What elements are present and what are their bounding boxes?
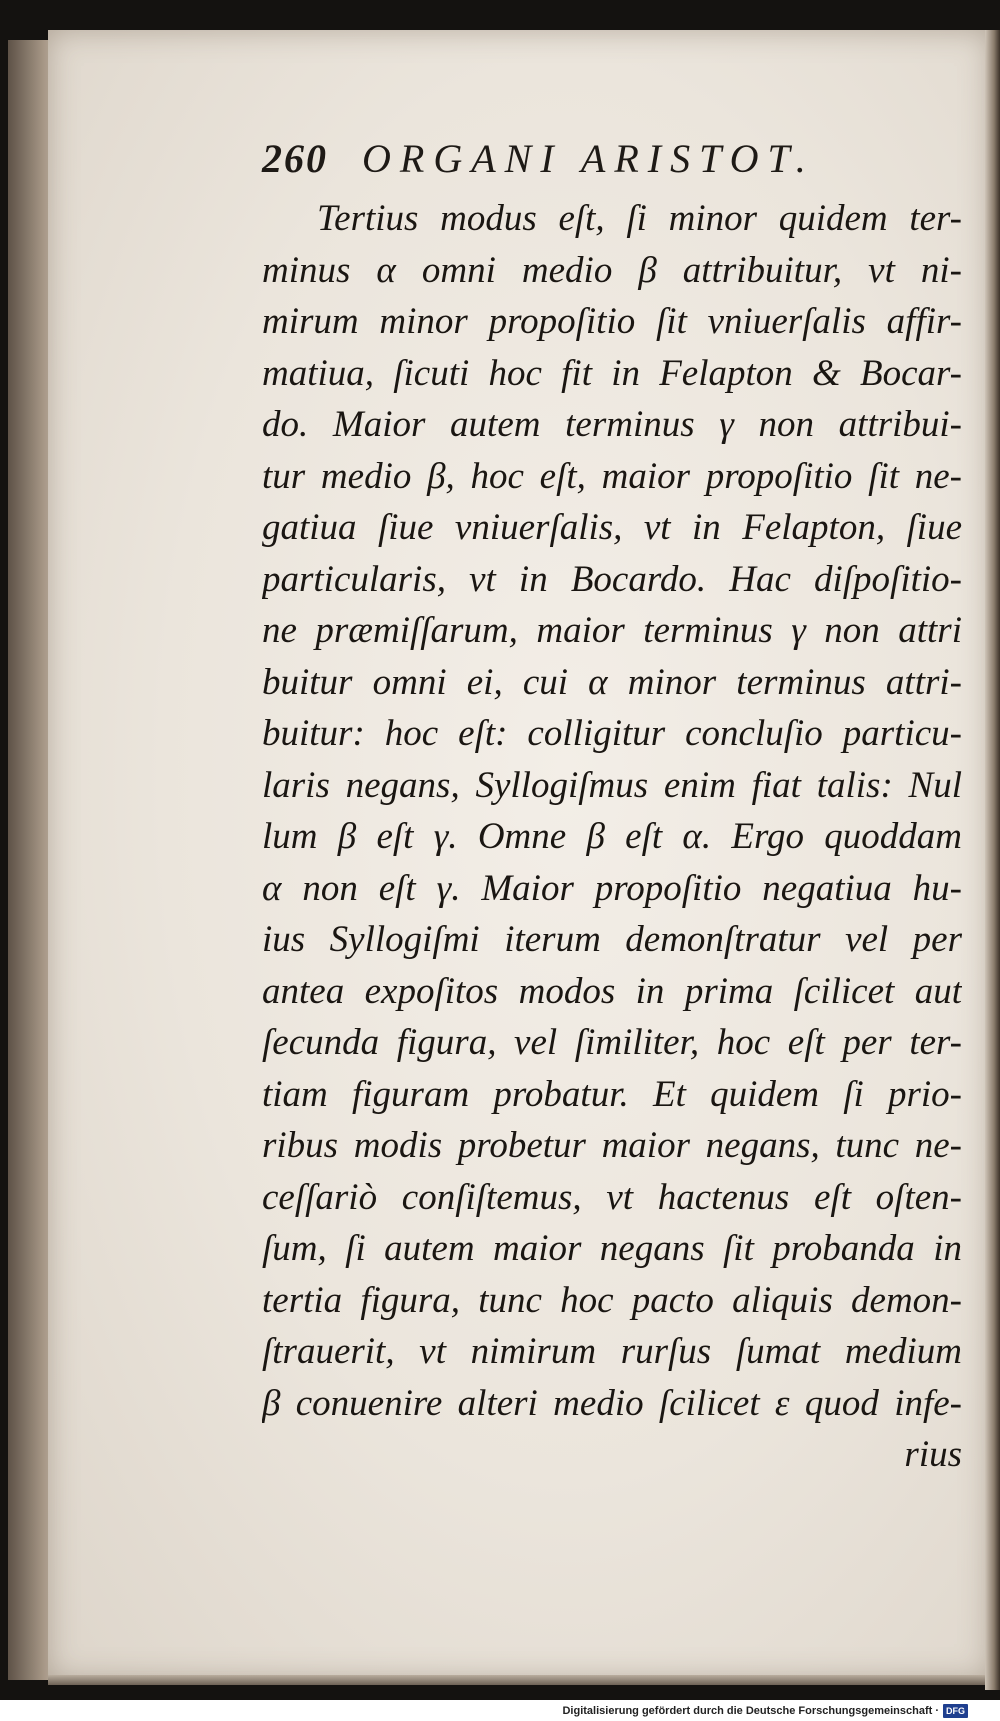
text-line: buitur: hoc eſt: colligitur concluſio particu-	[262, 713, 962, 754]
text-block	[262, 193, 962, 1481]
text-line: gatiua ſiue vniuerſalis, vt in Felapton, ſiue	[262, 507, 962, 548]
running-head	[262, 135, 962, 185]
text-line: ribus modis probetur maior negans, tunc ne-	[262, 1125, 962, 1166]
running-head-title: ORGANI ARISTOT.	[362, 136, 815, 181]
text-line: laris negans, Syllogiſmus enim fiat talis: Nul	[262, 764, 962, 806]
text-line: α non eſt γ. Maior propoſitio negatiua hu-	[262, 867, 962, 909]
page-fore-edge	[985, 30, 1000, 1690]
text-line: matiua, ſicuti hoc fit in Felapton & Bocar-	[262, 352, 962, 394]
text-line: lum β eſt γ. Omne β eſt α. Ergo quoddam	[262, 816, 962, 857]
text-line: antea expoſitos modos in prima ſcilicet aut	[262, 970, 962, 1012]
text-line: ſecunda figura, vel ſimiliter, hoc eſt per ter-	[262, 1022, 962, 1063]
page-bottom-edge	[48, 1675, 990, 1685]
text-line: tur medio β, hoc eſt, maior propoſitio ſit ne-	[262, 455, 962, 497]
dfg-logo: DFG	[943, 1704, 968, 1718]
text-line: β conuenire alteri medio ſcilicet ε quod infe-	[262, 1382, 962, 1424]
credit-text: Digitalisierung gefördert durch die Deutsche Forschungsgemeinschaft ·	[562, 1705, 939, 1717]
text-line: mirum minor propoſitio ſit vniuerſalis affir-	[262, 301, 962, 342]
text-line: Tertius modus eſt, ſi minor quidem ter-	[317, 198, 962, 239]
text-line: minus α omni medio β attribuitur, vt ni-	[262, 249, 962, 291]
text-line: particularis, vt in Bocardo. Hac diſpoſitio-	[262, 558, 962, 600]
text-line: ſtrauerit, vt nimirum rurſus ſumat medium	[262, 1331, 962, 1372]
text-line: ſum, ſi autem maior negans ſit probanda in	[262, 1228, 962, 1269]
text-line: ne præmiſſarum, maior terminus γ non attri	[262, 610, 962, 651]
text-line: do. Maior autem terminus γ non attribui-	[262, 404, 962, 445]
text-line: ius Syllogiſmi iterum demonſtratur vel per	[262, 919, 962, 960]
text-line: tiam figuram probatur. Et quidem ſi prio-	[262, 1073, 962, 1115]
catchword: rius	[904, 1434, 962, 1475]
text-line: buitur omni ei, cui α minor terminus attri-	[262, 661, 962, 703]
digitization-credit	[562, 1703, 968, 1719]
text-line: tertia figura, tunc hoc pacto aliquis demon-	[262, 1279, 962, 1321]
text-line: ceſſariò conſiſtemus, vt hactenus eſt oſten-	[262, 1176, 962, 1218]
page-number: 260	[262, 136, 328, 181]
